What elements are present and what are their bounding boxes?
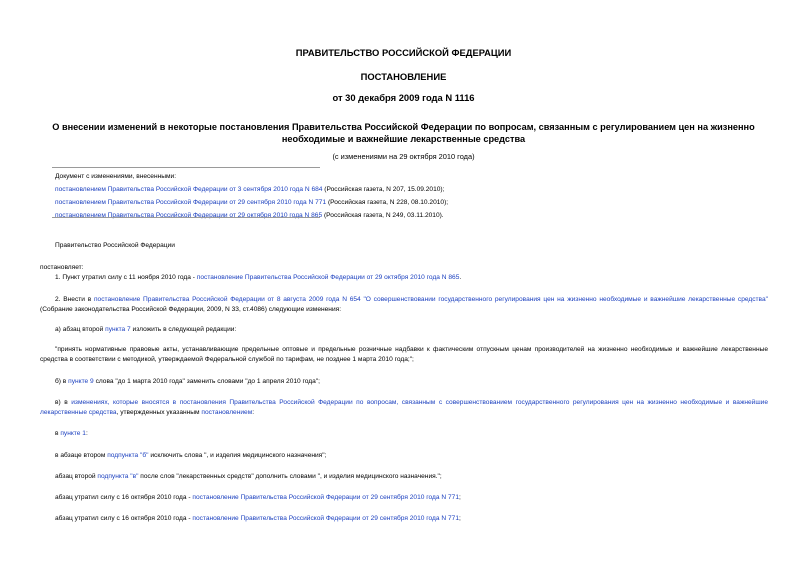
link-podpunkt-v[interactable]: подпункта "в" <box>97 473 139 480</box>
amendment-item <box>55 209 448 222</box>
amendment-source: (Российская газета, N 228, 08.10.2010); <box>326 199 449 206</box>
link-771[interactable]: постановление Правительства Российской Федерации от 29 сентября 2010 года N 771 <box>192 515 459 522</box>
link-changes[interactable]: изменениях, которые вносятся в постановления Правительства Российской Федерации по вопросам, связанным с совершенствованием государственного регулирования цен на жизненно необходимые и важнейшие лекарственные средства <box>40 399 768 416</box>
paragraph-government: Правительство Российской Федерации <box>55 242 175 249</box>
title-line-2: необходимые и важнейшие лекарственные средства <box>281 134 526 144</box>
document-title <box>40 121 767 145</box>
subitem-a-tail: изложить в следующей редакции: <box>130 326 237 333</box>
link-771[interactable]: постановление Правительства Российской Федерации от 29 сентября 2010 года N 771 <box>192 494 459 501</box>
link-654[interactable]: постановление Правительства Российской Федерации от 8 августа 2009 года N 654 "О совершенствовании государственного регулирования цен на жизненно необходимые и важнейшие лекарственные средства" <box>93 296 768 303</box>
repealed-text: абзац утратил силу с 16 октября 2010 года - <box>55 515 193 522</box>
subitem-v-text: в) в <box>55 399 72 406</box>
paragraph-1-text: 1. Пункт утратил силу с 11 ноября 2010 года - <box>55 274 197 281</box>
paragraph-1-end: . <box>459 274 462 281</box>
amendment-source: (Российская газета, N 249, 03.11.2010). <box>322 212 444 219</box>
paragraph-2-tail: (Собрание законодательства Российской Федерации, 2009, N 33, ст.4086) следующие изменения: <box>40 306 342 313</box>
amendments-intro: Документ с изменениями, внесенными: <box>55 173 177 180</box>
paragraph-decides: постановляет: <box>40 264 84 271</box>
paragraph-2-text: 2. Внести в <box>55 296 94 303</box>
subitem-point-1 <box>55 429 768 439</box>
paragraph-1 <box>55 273 768 283</box>
link-punkt-7[interactable]: пункта 7 <box>105 326 131 333</box>
subitem-v-addition <box>55 472 768 482</box>
repealed-text: абзац утратил силу с 16 октября 2010 года - <box>55 494 193 501</box>
quoted-text: "принять нормативные правовые акты, устанавливающие предельные оптовые и предельные розничные надбавки к фактическим отпускным ценам производителей на жизненно необходимые и важнейшие лекарственные средства в соответствии с методикой, утверждаемой Федеральной службой по тарифам, не позднее 1 марта 2010 года;"; <box>40 346 768 363</box>
point-1-text: в <box>55 430 61 437</box>
link-punkt-1[interactable]: пункте 1 <box>60 430 86 437</box>
subitem-v <box>40 398 768 418</box>
link-podpunkt-b[interactable]: подпункта "б" <box>107 452 149 459</box>
amendment-item <box>55 196 448 209</box>
title-line-1: О внесении изменений в некоторые постановления Правительства Российской Федерации по вопросам, связанным с регулированием цен на жизненно <box>52 122 755 132</box>
document-date-number: от 30 декабря 2009 года N 1116 <box>332 92 475 103</box>
subitem-b-text: б) в <box>55 378 69 385</box>
amendment-link-865[interactable]: постановлением Правительства Российской Федерации от 29 октября 2010 года N 865 <box>55 212 323 219</box>
amendment-link-771[interactable]: постановлением Правительства Российской Федерации от 29 сентября 2010 года N 771 <box>55 199 327 206</box>
link-punkt-9[interactable]: пункте 9 <box>68 378 94 385</box>
repealed-end: ; <box>458 515 461 522</box>
link-postanovlenie[interactable]: постановлением <box>201 409 253 416</box>
removal-tail: исключить слова ", и изделия медицинского назначения"; <box>148 452 327 459</box>
amendment-item <box>55 183 448 196</box>
subitem-b-tail: слова "до 1 марта 2010 года" заменить словами "до 1 апреля 2010 года"; <box>93 378 320 385</box>
link-865[interactable]: постановление Правительства Российской Федерации от 29 октября 2010 года N 865 <box>196 274 460 281</box>
paragraph-2 <box>40 295 768 315</box>
addition-text: абзац второй <box>55 473 98 480</box>
subitem-b-removal <box>55 451 768 461</box>
top-divider <box>52 167 320 168</box>
repealed-paragraph-1 <box>55 493 768 503</box>
point-1-end: : <box>85 430 88 437</box>
amendment-source: (Российская газета, N 207, 15.09.2010); <box>322 186 445 193</box>
document-type: ПОСТАНОВЛЕНИЕ <box>360 71 447 82</box>
amendments-block <box>55 170 448 222</box>
subitem-b <box>55 377 768 387</box>
addition-tail: после слов "лекарственных средств" дополнить словами ", и изделия медицинского назначения."; <box>138 473 442 480</box>
subitem-a-text: а) абзац второй <box>55 326 106 333</box>
repealed-end: ; <box>458 494 461 501</box>
subitem-v-mid: , утвержденных указанным <box>116 409 202 416</box>
revision-note: (с изменениями на 29 октября 2010 года) <box>332 152 475 161</box>
repealed-paragraph-2 <box>55 514 768 524</box>
subitem-v-end: : <box>252 409 255 416</box>
subitem-a <box>55 325 768 335</box>
government-heading: ПРАВИТЕЛЬСТВО РОССИЙСКОЙ ФЕДЕРАЦИИ <box>295 47 512 58</box>
removal-text: в абзаце втором <box>55 452 108 459</box>
bottom-divider <box>52 217 320 218</box>
amendment-link-684[interactable]: постановлением Правительства Российской Федерации от 3 сентября 2010 года N 684 <box>55 186 323 193</box>
